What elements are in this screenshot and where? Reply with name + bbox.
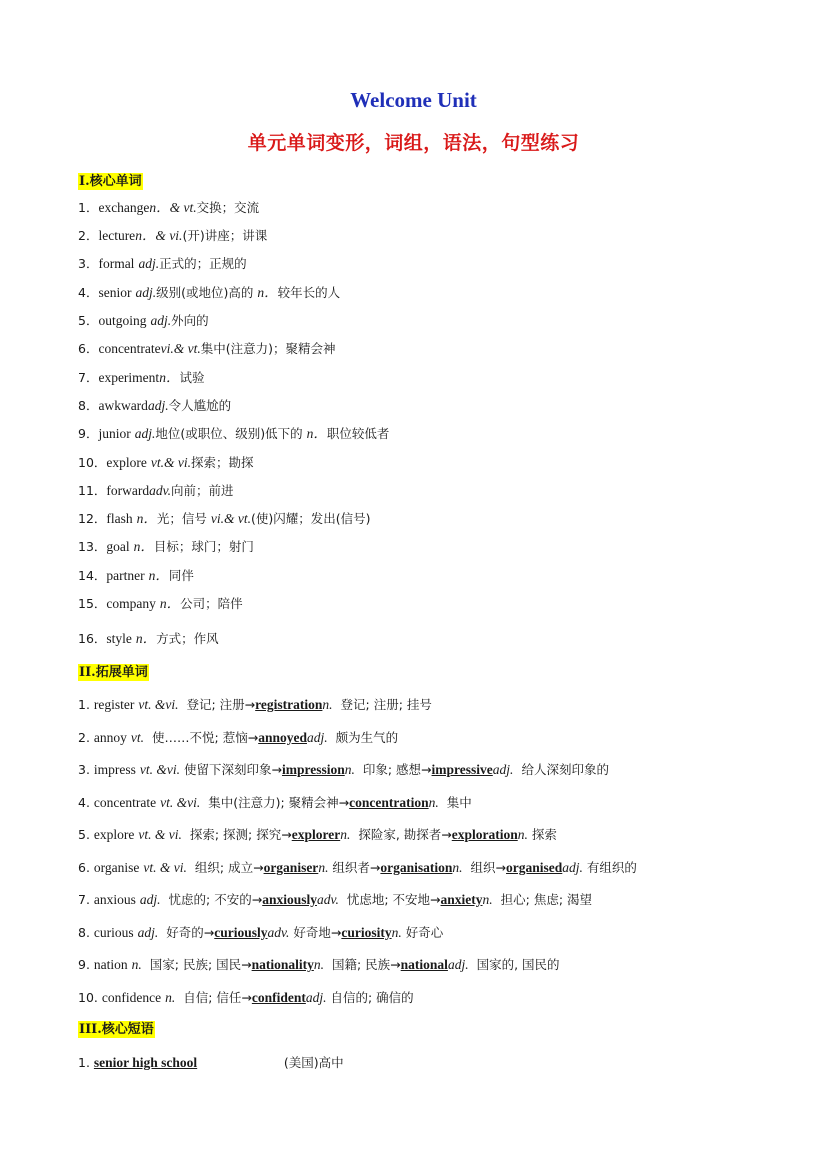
word-family-item: 2. annoy vt. 使……不悦; 惹恼→annoyedadj. 颇为生气的	[78, 730, 399, 745]
vocab-item: 15．company n．公司；陪伴	[78, 596, 243, 611]
section-heading-extended-words: II.拓展单词	[79, 665, 148, 680]
vocab-item: 3．formal adj.正式的；正规的	[78, 256, 247, 271]
vocab-item: 8．awkwardadj.令人尴尬的	[78, 398, 232, 413]
word-family-item: 10. confidence n. 自信; 信任→confidentadj. 自信的; 确信的	[78, 990, 414, 1005]
word-family-item: 6. organise vt. & vi. 组织; 成立→organisern. 组织者→organisationn. 组织→organisedadj. 有组织的	[78, 860, 637, 875]
vocab-item: 9．junior adj.地位(或职位、级别)低下的 n．职位较低者	[78, 426, 390, 441]
vocab-item: 11．forwardadv.向前；前进	[78, 483, 234, 498]
vocab-item: 5．outgoing adj.外向的	[78, 313, 209, 328]
word-family-item: 9. nation n. 国家; 民族; 国民→nationalityn. 国籍; 民族→nationaladj. 国家的, 国民的	[78, 957, 560, 972]
vocab-item: 2．lecturen．& vi.(开)讲座；讲课	[78, 228, 268, 243]
vocab-item: 13．goal n．目标；球门；射门	[78, 539, 254, 554]
word-family-item: 1. register vt. &vi. 登记; 注册→registrationn. 登记; 注册; 挂号	[78, 697, 432, 712]
phrase-item: 1. senior high school (美国)高中	[78, 1055, 344, 1070]
section-heading-core-phrases: III.核心短语	[79, 1022, 154, 1037]
section-heading-core-words: I.核心单词	[79, 174, 142, 189]
vocab-item: 4．senior adj.级别(或地位)高的 n．较年长的人	[78, 285, 341, 300]
word-family-item: 7. anxious adj. 忧虑的; 不安的→anxiouslyadv. 忧虑地; 不安地→anxietyn. 担心; 焦虑; 渴望	[78, 892, 593, 907]
document-title: Welcome Unit	[350, 88, 477, 112]
vocab-item: 1．exchangen．& vt.交换；交流	[78, 200, 260, 215]
document-subtitle: 单元单词变形，词组，语法，句型练习	[247, 132, 580, 154]
vocab-item: 10．explore vt.& vi.探索；勘探	[78, 455, 254, 470]
word-family-item: 3. impress vt. &vi. 使留下深刻印象→impressionn. 印象; 感想→impressiveadj. 给人深刻印象的	[78, 762, 609, 777]
vocab-item: 16．style n．方式；作风	[78, 631, 219, 646]
vocab-item: 14．partner n．同伴	[78, 568, 194, 583]
word-family-item: 5. explore vt. & vi. 探索; 探测; 探究→explorern. 探险家, 勘探者→explorationn. 探索	[78, 827, 557, 842]
vocab-item: 6．concentratevi.& vt.集中(注意力)；聚精会神	[78, 341, 336, 356]
word-family-item: 8. curious adj. 好奇的→curiouslyadv. 好奇地→curiosityn. 好奇心	[78, 925, 444, 940]
vocab-item: 12．flash n．光；信号 vi.& vt.(使)闪耀；发出(信号)	[78, 511, 371, 526]
vocab-item: 7．experimentn．试验	[78, 370, 205, 385]
word-family-item: 4. concentrate vt. &vi. 集中(注意力); 聚精会神→concentrationn. 集中	[78, 795, 472, 810]
